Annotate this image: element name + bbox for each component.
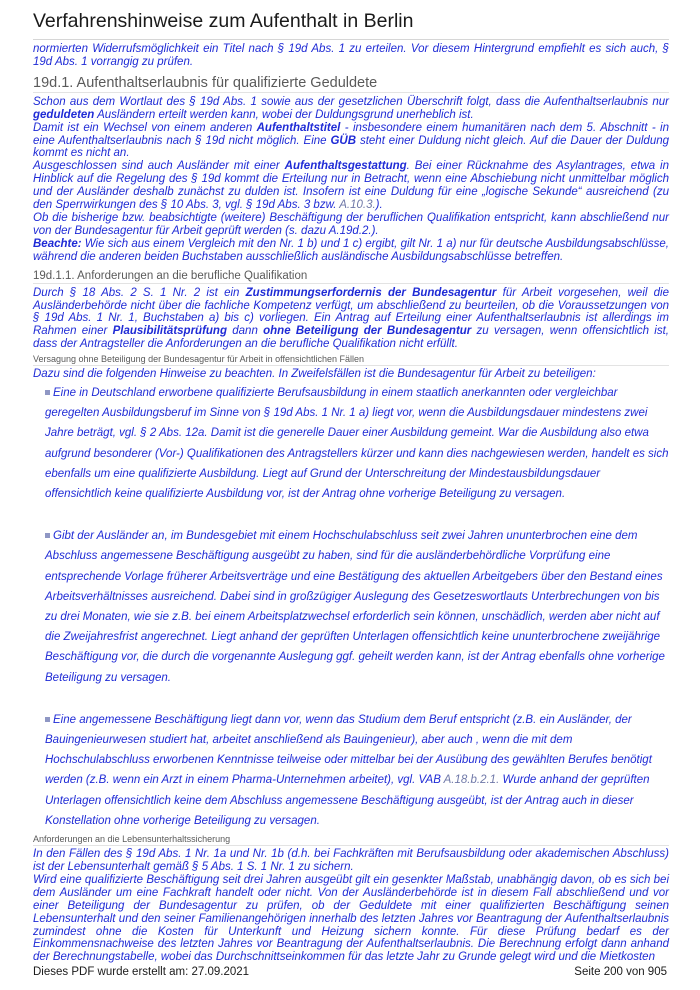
list-item: Eine angemessene Beschäftigung liegt dann vor, wenn das Studium dem Beruf entspricht (z.B. ein Ausländer, der Bauingenieurwesen studiert hat, arbeitet anschließend als Bauingenieur), aber auch , wenn die mit dem Hochschulabschluss erworbenen Kenntnisse teilweise oder mittelbar bei der Ausübung des gewählten Berufes benötigt werden (z.B. wenn ein Arzt in einem Pharma-Unternehmen arbeitet), vgl. VAB A.18.b.2.1. Wurde anhand der geprüften Unterlagen offensichtlich keine dem Abschluss angemessene Beschäftigung ausgeübt, ist der Antrag auch in dieser Konstellation ohne vorherige Beteiligung zu versagen. [45,713,652,827]
paragraph: Damit ist ein Wechsel von einem anderen Aufenthaltstitel - insbesondere einem humanitären nach dem 5. Abschnitt - in eine Aufenthaltserlaubnis nach § 19d nicht möglich. Eine GÜB steht einer Duldung nicht gleich. Auf die Dauer der Duldung kommt es nicht an. [33,121,670,160]
document-body [33,43,669,964]
list-item: Eine in Deutschland erworbene qualifizierte Berufsausbildung in einem staatlich anerkannten oder vergleichbar geregelten Ausbildungsberuf im Sinne von § 19d Abs. 1 Nr. 1 a) liegt vor, wenn die Ausbildungsdauer mindestens zwei Jahre beträgt, vgl. § 2 Abs. 12a. Damit ist die generelle Dauer einer Ausbildung gemeint. War die Ausbildung also etwa aufgrund besonderer (Vor-) Qualifikationen des Antragstellers kürzer und kann dies nachgewiesen werden, handelt es sich ebenfalls um eine qualifizierte Ausbildung. Liegt auf Grund der Unterschreitung der Mindestausbildungsdauer offensichtlich keine qualifizierte Ausbildung vor, ist der Antrag ohne vorherige Beteiligung zu versagen. [45,387,669,501]
list-item: Gibt der Ausländer an, im Bundesgebiet mit einem Hochschulabschluss seit zwei Jahren ununterbrochen eine dem Abschluss angemessene Beschäftigung ausgeübt zu haben, sind für die ausländerbehördliche Vorprüfung eine entsprechende Vorlage früherer Arbeitsverträge und eine Bestätigung des aktuellen Arbeitgebers über den Bestand eines Arbeitsverhältnisses ausreichend. Dabei sind in großzügiger Auslegung des Gesetzeswortlauts Unterbrechungen von bis zu drei Monaten, wie sie z.B. bei einem Arbeitsplatzwechsel erforderlich sein können, unschädlich, werden aber nicht auf die Zweijahresfrist angerechnet. Liegt anhand der geprüften Unterlagen offensichtlich keine ununterbrochene zweijährige Beschäftigung vor, die durch die vorgenannte Auslegung ggf. geheilt werden kann, ist der Antrag ebenfalls ohne vorherige Beteiligung zu versagen. [45,530,665,684]
paragraph: Ob die bisherige bzw. beabsichtigte (weitere) Beschäftigung der beruflichen Qualifikation entspricht, kann abschließend nur von der Bundesagentur für Arbeit geprüft werden (s. dazu A.19d.2.). [33,211,669,237]
note-label: Beachte: [33,237,82,250]
cross-reference-link[interactable]: A.18.b.2.1. [443,774,500,787]
bullet-icon [45,390,50,395]
subsection-heading-lebensunterhalt: Anforderungen an die Lebensunterhaltssicherung [33,834,669,846]
paragraph: Schon aus dem Wortlaut des § 19d Abs. 1 sowie aus der gesetzlichen Überschrift folgt, dass die Aufenthaltserlaubnis nur geduldeten Ausländern erteilt werden kann, wobei der Duldungsgrund unerheblich ist. [33,95,669,121]
bullet-icon [45,717,50,722]
intro-paragraph: normierten Widerrufsmöglichkeit ein Titel nach § 19d Abs. 1 zu erteilen. Vor diesem Hintergrund empfiehlt es sich auch, § 19d Abs. 1 vorrangig zu prüfen. [33,43,669,68]
cross-reference-link[interactable]: A.10.3. [339,199,376,212]
subsection-heading-versagung: Versagung ohne Beteiligung der Bundesagentur für Arbeit in offensichtlichen Fällen [33,354,669,366]
paragraph: Beachte: Wie sich aus einem Vergleich mit den Nr. 1 b) und 1 c) ergibt, gilt Nr. 1 a) nur für deutsche Ausbildungsabschlüsse, während die anderen beiden Buchstaben ausschließlich ausländische Ausbildungsabschlüsse betreffen. [33,237,669,263]
bullet-icon [45,533,50,538]
paragraph: Wird eine qualifizierte Beschäftigung seit drei Jahren ausgeübt gilt ein gesenkter Maßstab, unabhängig davon, ob es sich bei dem Ausländer um eine Fachkraft handelt oder nicht. Von der Ausländerbehörde ist in diesem Fall abschließend und vor einer Beteiligung der Bundesagentur zu prüfen, ob der Geduldete mit einer qualifizierten Beschäftigung seinen Lebensunterhalt und den seiner Familienangehörigen innerhalb des letzten Jahres vor Beantragung der Aufenthaltserlaubnis zumindest ohne die Kosten für Unterkunft und Heizung sichern konnte. Für diese Prüfung bedarf es der Einkommensnachweise des letzten Jahres vor Beantragung der Aufenthaltserlaubnis. Die Berechnung erfolgt dann anhand der Berechnungstabelle, wobei das Durchschnittseinkommen für das letzte Jahr zu Grunde gelegt wird und die Mietkosten [33,873,669,964]
page-title: Verfahrenshinweise zum Aufenthalt in Berlin [33,10,669,40]
paragraph: Ausgeschlossen sind auch Ausländer mit einer Aufenthaltsgestattung. Bei einer Rücknahme des Asylantrages, etwa in Hinblick auf die Regelung des § 19d kommt die Erteilung nur in Betracht, wenn eine Abschiebung nicht unmittelbar möglich und der Ausländer deshalb zunächst zu dulden ist. Insofern ist eine Duldung für eine „logische Sekunde“ ausreichend (zu den Sperrwirkungen des § 10 Abs. 3, vgl. § 19d Abs. 3 bzw. A.10.3.). [33,160,669,212]
section-heading-19d11: 19d.1.1. Anforderungen an die berufliche Qualifikation [33,270,669,284]
paragraph: Durch § 18 Abs. 2 S. 1 Nr. 2 ist ein Zustimmungserfordernis der Bundesagentur für Arbeit vorgesehen, weil die Ausländerbehörde nicht über die fachliche Kompetenz verfügt, um abschließend zu beurteilen, ob die Voraussetzungen von § 19d Abs. 1 Nr. 1, Buchstaben a) bis c) vorliegen. Ein Antrag auf Erteilung einer Aufenthaltserlaubnis ist allerdings im Rahmen einer Plausibilitätsprüfung dann ohne Beteiligung der Bundesagentur zu versagen, wenn offensichtlich ist, dass der Antragsteller die Anforderungen an die berufliche Qualifikation nicht erfüllt. [33,286,669,351]
footer-created-date: Dieses PDF wurde erstellt am: 27.09.2021 [33,966,250,978]
footer-page-number: Seite 200 von 905 [574,966,667,978]
section-heading-19d1: 19d.1. Aufenthaltserlaubnis für qualifizierte Geduldete [33,75,669,93]
paragraph: In den Fällen des § 19d Abs. 1 Nr. 1a und Nr. 1b (d.h. bei Fachkräften mit Berufsausbildung oder akademischen Abschluss) ist der Lebensunterhalt gemäß § 5 Abs. 1 S. 1 Nr. 1 zu sichern. [33,848,669,873]
paragraph: Dazu sind die folgenden Hinweise zu beachten. In Zweifelsfällen ist die Bundesagentur für Arbeit zu beteiligen: [33,368,596,381]
